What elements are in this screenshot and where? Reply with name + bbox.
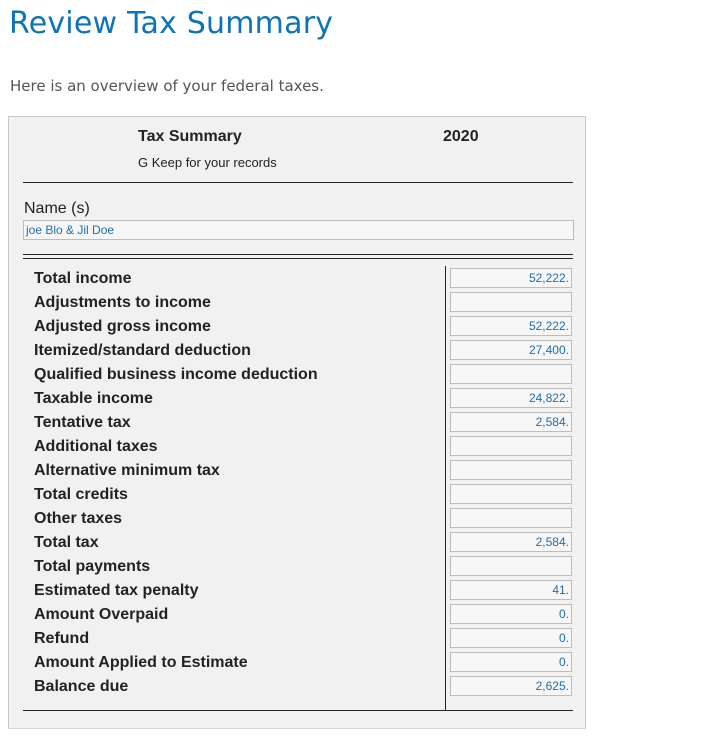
summary-row	[9, 578, 585, 602]
summary-row	[9, 434, 585, 458]
summary-row-value-field[interactable]	[450, 556, 572, 576]
name-divider-top	[23, 254, 573, 255]
summary-row	[9, 530, 585, 554]
summary-row-label: Alternative minimum tax	[34, 462, 220, 479]
summary-row-value-field[interactable]	[450, 292, 572, 312]
summary-row	[9, 410, 585, 434]
summary-row	[9, 506, 585, 530]
summary-rows	[9, 266, 585, 698]
summary-row-value-field[interactable]	[450, 364, 572, 384]
summary-row	[9, 602, 585, 626]
summary-row-value-field[interactable]: 2,584.	[450, 532, 572, 552]
summary-row	[9, 362, 585, 386]
summary-row-value-field[interactable]: 52,222.	[450, 268, 572, 288]
summary-row-value-field[interactable]: 24,822.	[450, 388, 572, 408]
header-divider	[23, 182, 573, 183]
summary-row	[9, 482, 585, 506]
summary-row-value-field[interactable]	[450, 460, 572, 480]
name-divider-bottom	[23, 258, 573, 259]
summary-row-value-field[interactable]: 41.	[450, 580, 572, 600]
bottom-divider	[23, 710, 573, 711]
summary-row-label: Taxable income	[34, 390, 153, 407]
summary-row	[9, 266, 585, 290]
summary-row-label: Amount Applied to Estimate	[34, 654, 248, 671]
summary-row-label: Adjustments to income	[34, 294, 211, 311]
summary-row	[9, 650, 585, 674]
summary-row	[9, 386, 585, 410]
summary-row-value-field[interactable]	[450, 484, 572, 504]
summary-row	[9, 554, 585, 578]
summary-row-label: Tentative tax	[34, 414, 131, 431]
page-title: Review Tax Summary	[9, 6, 334, 41]
summary-row-label: Adjusted gross income	[34, 318, 211, 335]
summary-row-label: Estimated tax penalty	[34, 582, 199, 599]
tax-year: 2020	[443, 128, 479, 145]
summary-row-label: Total tax	[34, 534, 99, 551]
summary-row-value-field[interactable]: 0.	[450, 604, 572, 624]
form-title: Tax Summary	[138, 128, 242, 145]
summary-row	[9, 290, 585, 314]
summary-row-value-field[interactable]	[450, 436, 572, 456]
tax-summary-form	[8, 116, 586, 729]
summary-row-label: Total payments	[34, 558, 151, 575]
summary-row	[9, 626, 585, 650]
summary-row-label: Refund	[34, 630, 90, 647]
summary-row	[9, 458, 585, 482]
summary-row-value-field[interactable]	[450, 508, 572, 528]
keep-records-note: G Keep for your records	[138, 155, 277, 170]
summary-row	[9, 674, 585, 698]
summary-row-label: Itemized/standard deduction	[34, 342, 251, 359]
summary-row-value-field[interactable]: 2,625.	[450, 676, 572, 696]
summary-row-value-field[interactable]: 52,222.	[450, 316, 572, 336]
summary-row-label: Amount Overpaid	[34, 606, 169, 623]
name-label: Name (s)	[24, 200, 90, 217]
summary-row-label: Balance due	[34, 678, 129, 695]
summary-row-value-field[interactable]: 2,584.	[450, 412, 572, 432]
summary-row-label: Total income	[34, 270, 132, 287]
summary-row-label: Other taxes	[34, 510, 123, 527]
summary-row-value-field[interactable]: 0.	[450, 628, 572, 648]
name-field[interactable]: joe Blo & Jil Doe	[23, 220, 574, 240]
summary-row	[9, 338, 585, 362]
summary-row-value-field[interactable]: 27,400.	[450, 340, 572, 360]
page-subtitle: Here is an overview of your federal taxes.	[10, 77, 324, 95]
summary-row-value-field[interactable]: 0.	[450, 652, 572, 672]
summary-row-label: Total credits	[34, 486, 128, 503]
summary-row-label: Qualified business income deduction	[34, 366, 318, 383]
summary-row	[9, 314, 585, 338]
summary-row-label: Additional taxes	[34, 438, 158, 455]
